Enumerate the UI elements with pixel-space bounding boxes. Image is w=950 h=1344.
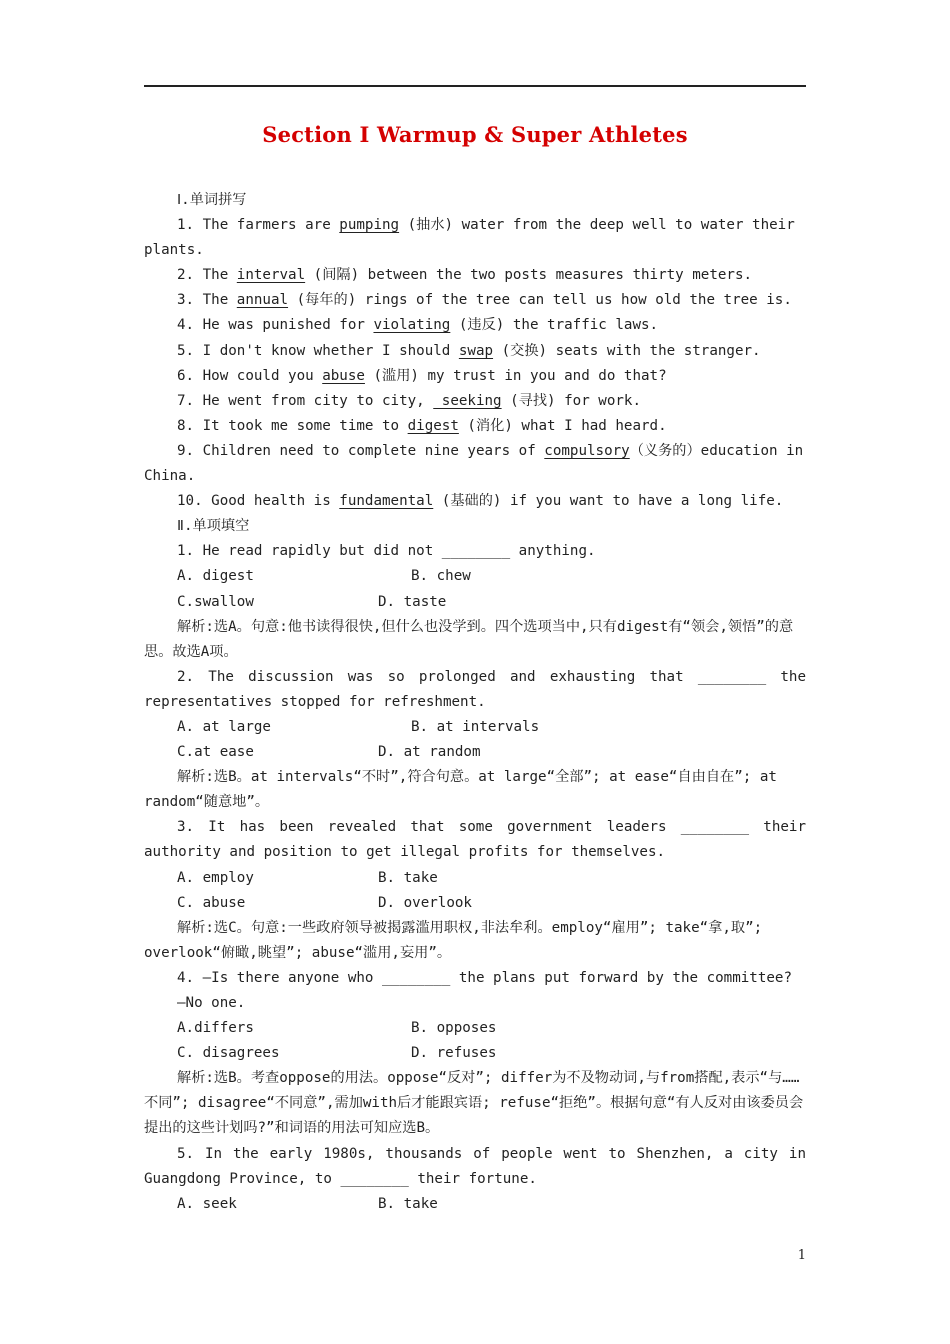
option-b: B. at intervals (411, 718, 540, 735)
answer-word: interval (236, 267, 306, 284)
answer-word: pumping (339, 217, 400, 234)
spelling-item: 4. He was punished for violating (违反) the traffic laws. (177, 317, 659, 334)
question-stem: 1. He read rapidly but did not ________ anything. (177, 543, 596, 560)
options-row (144, 740, 806, 765)
question-stem: 4. —Is there anyone who ________ the plans put forward by the committee? (177, 969, 792, 986)
answer-word: seeking (433, 392, 502, 409)
options-row (144, 866, 806, 891)
option-d: D. taste (378, 593, 447, 610)
options-row (144, 590, 806, 615)
explanation: 解析:选C。句意:一些政府领导被揭露滥用职权,非法牟利。employ“雇用”; take“拿,取”; overlook“俯瞰,眺望”; abuse“滥用,妄用”。 (144, 919, 771, 961)
page-title: Section Ⅰ Warmup & Super Athletes (262, 122, 688, 147)
spelling-item: 3. The annual (每年的) rings of the tree can tell us how old the tree is. (177, 292, 792, 309)
header-rule (144, 85, 806, 87)
option-b: B. opposes (411, 1020, 497, 1037)
question-stem: 5. In the early 1980s, thousands of people went to Shenzhen, a city in Guangdong Province, to ________ their fortune. (144, 1145, 815, 1187)
options-row (144, 1192, 806, 1217)
options-row (144, 564, 806, 589)
option-d: D. refuses (411, 1045, 497, 1062)
options-row (144, 1041, 806, 1066)
answer-word: fundamental (339, 493, 434, 510)
option-c: C. disagrees (177, 1045, 280, 1062)
option-a: A. employ (177, 869, 254, 886)
spelling-item: 2. The interval (间隔) between the two posts measures thirty meters. (177, 267, 753, 284)
spelling-item: 10. Good health is fundamental (基础的) if you want to have a long life. (177, 493, 784, 510)
spelling-item: 6. How could you abuse (滥用) my trust in you and do that? (177, 367, 667, 384)
option-c: C. abuse (177, 894, 246, 911)
spelling-item: 1. The farmers are pumping (抽水) water from the deep well to water their plants. (144, 217, 804, 259)
answer-word: annual (236, 292, 289, 309)
options-row (144, 715, 806, 740)
spelling-item: 9. Children need to complete nine years of compulsory（义务的）education in China. (144, 442, 812, 485)
option-c: C.at ease (177, 744, 254, 761)
page-number: 1 (797, 1248, 806, 1263)
section-heading-1: Ⅰ.单词拼写 (177, 192, 247, 208)
question-stem: 2. The discussion was so prolonged and exhausting that ________ the representatives stopped for refreshment. (144, 668, 815, 710)
answer-word: violating (373, 317, 451, 334)
options-row (144, 891, 806, 916)
option-d: D. at random (378, 744, 481, 761)
answer-word: swap (458, 342, 494, 359)
option-b: B. take (378, 869, 438, 886)
option-b: B. take (378, 1195, 438, 1212)
question-response: —No one. (177, 995, 246, 1011)
spelling-item: 8. It took me some time to digest (消化) what I had heard. (177, 417, 667, 434)
spelling-item: 7. He went from city to city, seeking (寻找) for work. (177, 392, 642, 409)
option-d: D. overlook (378, 894, 472, 911)
answer-word: digest (407, 417, 459, 434)
option-a: A. seek (177, 1195, 237, 1212)
question-stem: 3. It has been revealed that some government leaders ________ their authority and position to get illegal profits for themselves. (144, 819, 815, 861)
options-row (144, 1016, 806, 1041)
answer-word: abuse (322, 367, 365, 384)
explanation: 解析:选B。考查oppose的用法。oppose“反对”; differ为不及物动词,与from搭配,表示“与……不同”; disagree“不同意”,需加with后才能跟宾语; refuse“拒绝”。根据句意“有人反对由该委员会提出的这些计划吗?”和词语的用法可知应选B。 (144, 1070, 804, 1137)
option-b: B. chew (411, 568, 471, 585)
document-body (144, 188, 815, 1217)
answer-word: compulsory (544, 442, 630, 459)
explanation: 解析:选B。at intervals“不时”,符合句意。at large“全部”; at ease“自由自在”; at random“随意地”。 (144, 769, 786, 811)
section-heading-2: Ⅱ.单项填空 (177, 518, 250, 535)
option-a: A. at large (177, 718, 271, 735)
option-a: A.differs (177, 1020, 254, 1037)
option-c: C.swallow (177, 593, 254, 610)
option-a: A. digest (177, 568, 254, 585)
explanation: 解析:选A。句意:他书读得很快,但什么也没学到。四个选项当中,只有digest有“领会,领悟”的意思。故选A项。 (144, 618, 794, 660)
spelling-item: 5. I don't know whether I should swap (交换) seats with the stranger. (177, 342, 761, 359)
